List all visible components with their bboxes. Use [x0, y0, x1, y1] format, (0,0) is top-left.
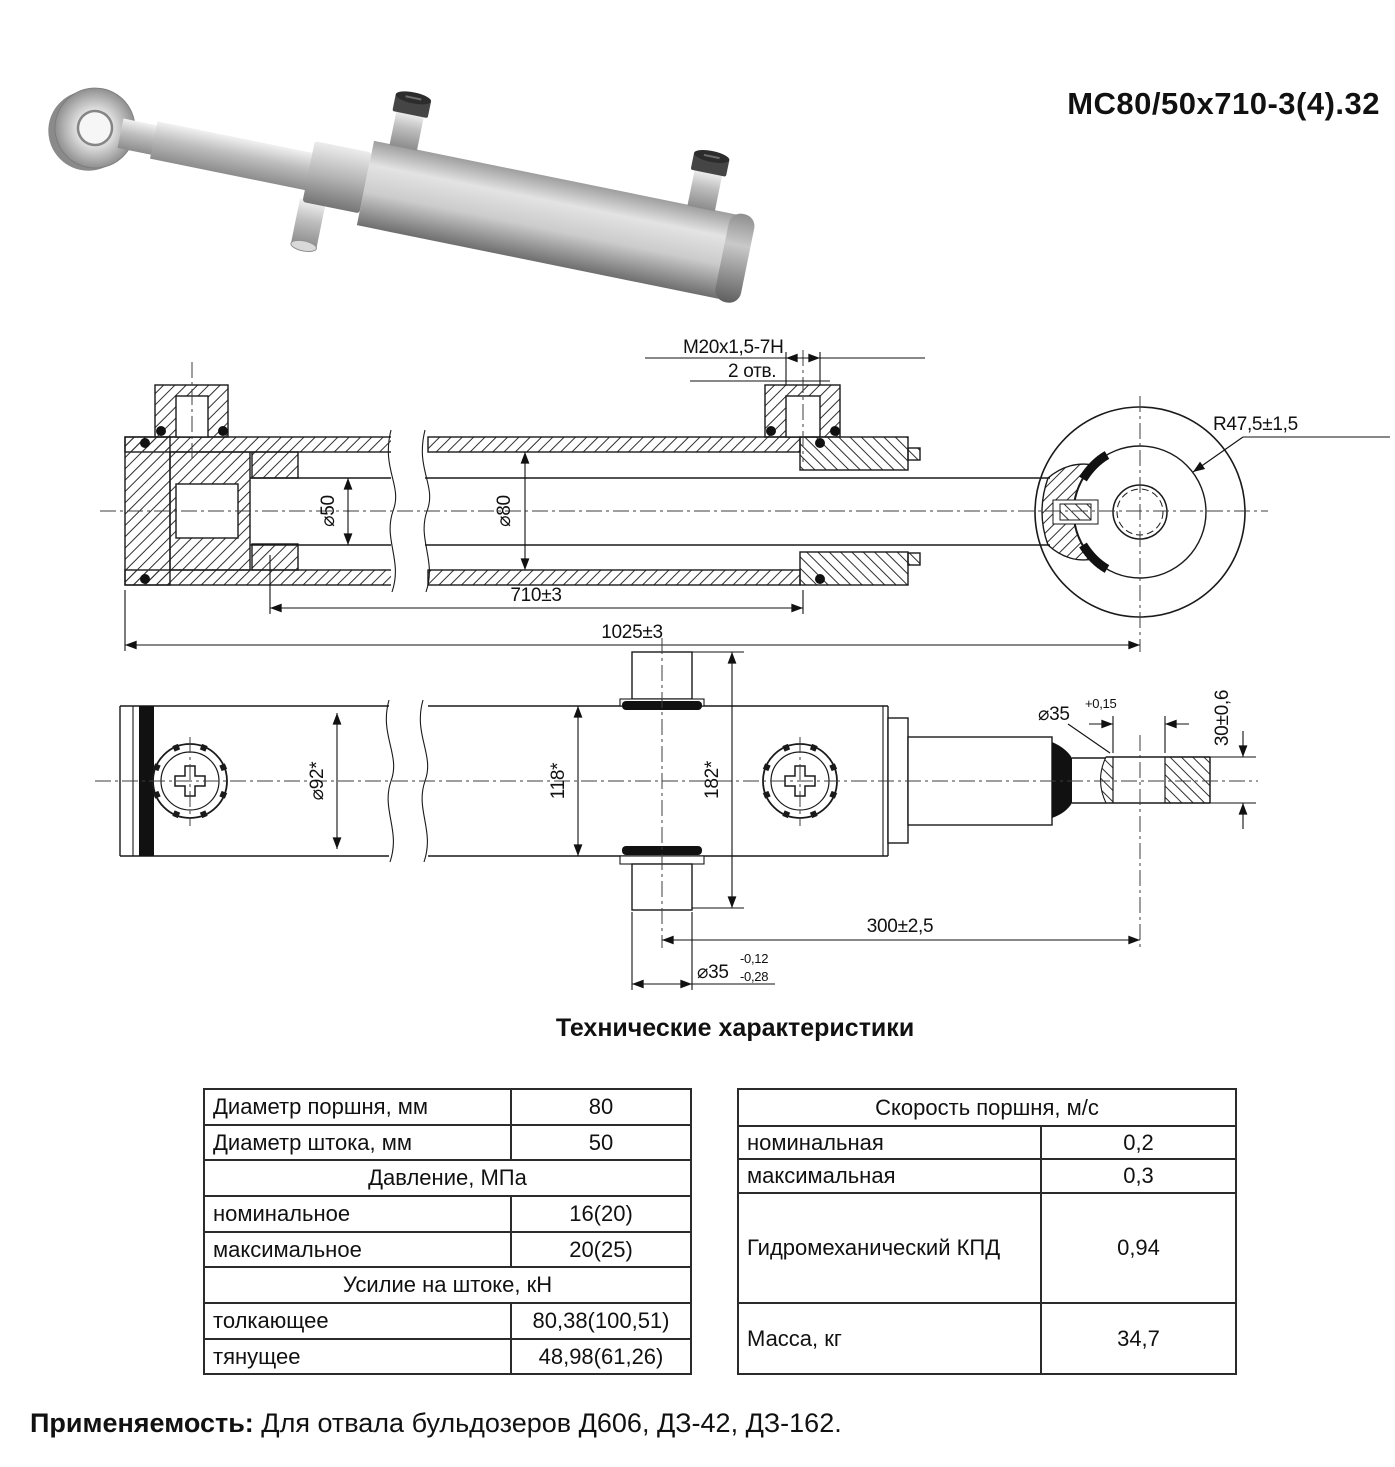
spec-label: номинальное	[204, 1196, 511, 1232]
spec-value: 0,3	[1041, 1159, 1236, 1193]
eye-section-left	[1101, 757, 1114, 803]
spec-label: Диаметр поршня, мм	[204, 1089, 511, 1125]
dim-118-label: 118*	[548, 762, 569, 800]
table-row	[738, 1159, 1236, 1193]
length-dim-label: 1025±3	[601, 622, 663, 643]
lower-dimensions	[337, 652, 1256, 990]
table-row	[204, 1125, 691, 1160]
dim-300-label: 300±2,5	[866, 916, 934, 937]
table-row	[204, 1267, 691, 1303]
table-row	[204, 1089, 691, 1125]
spec-label: максимальная	[738, 1159, 1041, 1193]
specs-table-right	[737, 1088, 1237, 1375]
rod-diameter-label: ⌀50	[318, 495, 339, 527]
body-diameter-label: ⌀92*	[307, 761, 328, 801]
spec-label: Масса, кг	[738, 1303, 1041, 1374]
spec-value: 50	[511, 1125, 691, 1160]
cylinder-3d-render	[34, 20, 767, 338]
table-row	[738, 1303, 1236, 1374]
dim-182-label: 182*	[702, 761, 723, 799]
port-diameter-label: ⌀35	[697, 962, 729, 983]
specs-table-left	[203, 1088, 692, 1375]
rod-wiper-cone	[1052, 742, 1072, 818]
spec-label: максимальное	[204, 1232, 511, 1267]
radius-label: R47,5±1,5	[1213, 414, 1298, 435]
spec-value: 48,98(61,26)	[511, 1339, 691, 1374]
port-2-3d	[683, 148, 730, 213]
product-title: МС80/50х710-3(4).32	[1067, 86, 1380, 121]
spec-value: 16(20)	[511, 1196, 691, 1232]
spec-section-header: Усилие на штоке, кН	[204, 1267, 691, 1303]
spec-value: 20(25)	[511, 1232, 691, 1267]
table-row	[738, 1126, 1236, 1159]
table-row	[738, 1193, 1236, 1303]
application-note	[30, 1408, 842, 1439]
spec-section-header: Скорость поршня, м/с	[738, 1089, 1236, 1126]
table-row	[204, 1232, 691, 1267]
spec-label: Диаметр штока, мм	[204, 1125, 511, 1160]
port-tol-lower-label: -0,28	[740, 969, 769, 984]
spec-value: 80	[511, 1089, 691, 1125]
eye-width-label: 30±0,6	[1212, 689, 1233, 747]
side-section-view	[100, 350, 1268, 652]
port-1-3d	[386, 89, 433, 152]
application-text: Для отвала бульдозеров Д606, ДЗ-42, ДЗ-162.	[253, 1408, 842, 1438]
spec-value: 0,94	[1041, 1193, 1236, 1303]
spec-label: Гидромеханический КПД	[738, 1193, 1041, 1303]
holes-label: 2 отв.	[728, 361, 777, 382]
bore-diameter-label: ⌀80	[494, 495, 515, 527]
table-row	[204, 1339, 691, 1374]
spec-label: тянущее	[204, 1339, 511, 1374]
port-tol-upper-label: -0,12	[740, 951, 769, 966]
specs-heading: Технические характеристики	[555, 1014, 915, 1042]
table-row	[738, 1089, 1236, 1126]
piston-rod-3d	[150, 121, 314, 190]
top-view	[95, 638, 1258, 948]
pin-hole-diameter-label: ⌀35	[1038, 704, 1070, 725]
pin-hole-tolerance-label: +0,15	[1085, 696, 1117, 711]
spec-value: 34,7	[1041, 1303, 1236, 1374]
table-row	[204, 1303, 691, 1339]
spec-label: номинальная	[738, 1126, 1041, 1159]
application-label: Применяемость:	[30, 1408, 254, 1438]
spec-value: 80,38(100,51)	[511, 1303, 691, 1339]
eye-section-right	[1165, 757, 1210, 803]
spec-value: 0,2	[1041, 1126, 1236, 1159]
gland-collar-3d	[302, 141, 371, 213]
spec-section-header: Давление, МПа	[204, 1160, 691, 1196]
table-row	[204, 1160, 691, 1196]
thread-label: M20x1,5-7H	[683, 337, 784, 358]
table-row	[204, 1196, 691, 1232]
cylinder-tube-3d	[357, 141, 739, 299]
spec-label: толкающее	[204, 1303, 511, 1339]
stroke-dim-label: 710±3	[510, 585, 562, 606]
